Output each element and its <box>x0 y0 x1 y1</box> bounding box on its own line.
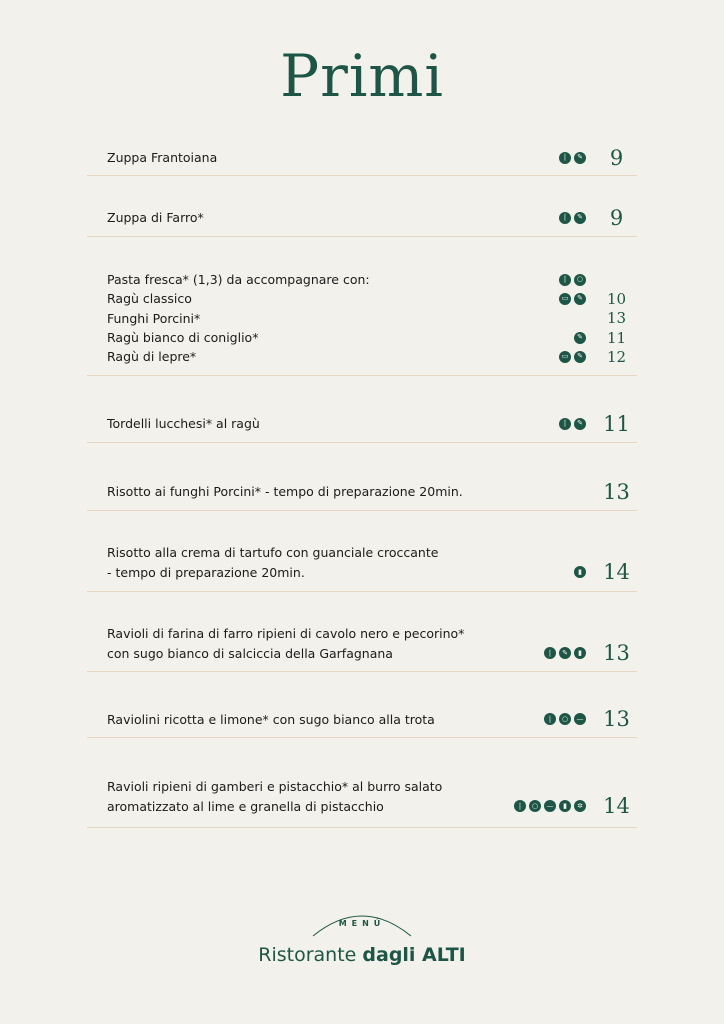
menu-item-name: Pasta fresca* (1,3) da accompagnare con: <box>107 272 370 288</box>
description-line: con sugo bianco di salciccia della Garfagnana <box>107 646 393 661</box>
menu-item-name: Ragù di lepre* <box>107 349 197 365</box>
milk-icon: ▮ <box>574 566 586 578</box>
gluten-icon: ❘ <box>514 800 526 812</box>
description-line: Ravioli ripieni di gamberi e pistacchio* al burro salato <box>107 779 443 794</box>
celery-icon: ✎ <box>574 212 586 224</box>
menu-item-body <box>87 543 637 583</box>
menu-item-meta <box>506 642 637 664</box>
celery-icon: ✎ <box>574 152 586 164</box>
restaurant-logo <box>0 944 724 966</box>
gluten-icon: ❘ <box>544 713 556 725</box>
menu-item-price: 14 <box>603 794 630 818</box>
menu-item-body <box>87 624 637 664</box>
fish-icon: — <box>544 800 556 812</box>
allergen-icons <box>506 566 586 578</box>
celery-icon: ✎ <box>574 332 586 344</box>
crustacean-icon: ✲ <box>574 800 586 812</box>
menu-item-price: 12 <box>606 347 627 366</box>
gluten-icon: ❘ <box>544 647 556 659</box>
fish-icon: — <box>574 713 586 725</box>
menu-item-name: Risotto ai funghi Porcini* - tempo di preparazione 20min. <box>107 484 463 499</box>
allergen-icons <box>506 274 586 286</box>
description-line: Ravioli di farina di farro ripieni di cavolo nero e pecorino* <box>107 626 465 641</box>
gluten-icon: ❘ <box>559 152 571 164</box>
menu-item-price: 9 <box>609 145 624 170</box>
brand-regular: Ristorante <box>258 944 357 966</box>
celery-icon: ✎ <box>574 293 586 305</box>
allergen-icons <box>506 647 586 659</box>
egg-icon: ○ <box>559 713 571 725</box>
menu-item-description <box>87 777 506 817</box>
menu-item <box>87 205 637 237</box>
description-line: aromatizzato al lime e granella di pistacchio <box>107 799 384 814</box>
menu-item-price: 13 <box>603 707 630 731</box>
menu-item-line <box>87 309 637 328</box>
menu-item <box>87 411 637 443</box>
menu-item-price: 14 <box>603 560 630 584</box>
menu-item <box>87 479 637 511</box>
menu-item-meta <box>506 795 637 817</box>
celery-icon: ✎ <box>574 418 586 430</box>
allergen-icons <box>506 212 586 224</box>
menu-item-line <box>87 205 637 230</box>
menu-item-name: Zuppa di Farro* <box>107 210 204 225</box>
celery-icon: ✎ <box>574 351 586 363</box>
menu-item-price: 11 <box>603 411 630 436</box>
egg-icon: ○ <box>529 800 541 812</box>
menu-item-price: 11 <box>606 328 627 347</box>
menu-item-name: Ragù bianco di coniglio* <box>107 330 259 346</box>
menu-item-name: Zuppa Frantoiana <box>107 150 218 165</box>
sulphite-icon: ▭ <box>559 351 571 363</box>
egg-icon: ○ <box>574 274 586 286</box>
menu-item-meta <box>506 561 637 583</box>
page-title: Primi <box>280 42 444 110</box>
menu-item-line <box>87 289 637 308</box>
menu-item-price: 9 <box>609 205 624 230</box>
menu-item <box>87 146 637 176</box>
menu-item-line <box>87 411 637 436</box>
menu-item-body <box>87 777 637 817</box>
sulphite-icon: ▭ <box>559 293 571 305</box>
brand-bold: dagli ALTI <box>362 944 466 966</box>
menu-item-name: Raviolini ricotta e limone* con sugo bianco alla trota <box>107 711 435 727</box>
allergen-icons <box>506 293 586 305</box>
menu-item-price: 13 <box>603 479 630 504</box>
menu-item-description <box>87 543 506 583</box>
menu-item-name: Ragù classico <box>107 291 192 307</box>
gluten-icon: ❘ <box>559 212 571 224</box>
allergen-icons <box>506 351 586 363</box>
gluten-icon: ❘ <box>559 274 571 286</box>
allergen-icons <box>506 713 586 725</box>
allergen-icons <box>506 332 586 344</box>
description-line: - tempo di preparazione 20min. <box>107 565 305 580</box>
menu-item-line <box>87 328 637 347</box>
menu-item-name: Funghi Porcini* <box>107 310 201 326</box>
menu-item-price: 13 <box>606 309 627 328</box>
allergen-icons <box>506 800 586 812</box>
menu-item-line <box>87 146 637 169</box>
allergen-icons <box>506 152 586 164</box>
menu-item-line <box>87 707 637 731</box>
celery-icon: ✎ <box>559 647 571 659</box>
menu-item-price: 10 <box>606 289 627 308</box>
menu-item-line <box>87 347 637 366</box>
milk-icon: ▮ <box>559 800 571 812</box>
menu-item-line <box>87 270 637 289</box>
menu-item <box>87 707 637 738</box>
menu-item-name: Tordelli lucchesi* al ragù <box>107 416 260 431</box>
menu-item-line <box>87 479 637 504</box>
allergen-icons <box>506 418 586 430</box>
description-line: Risotto alla crema di tartufo con guanciale croccante <box>107 545 439 560</box>
menu-item-price: 13 <box>603 641 630 665</box>
menu-item <box>87 624 637 672</box>
gluten-icon: ❘ <box>559 418 571 430</box>
menu-item <box>87 270 637 376</box>
milk-icon: ▮ <box>574 647 586 659</box>
menu-item <box>87 543 637 592</box>
menu-item-description <box>87 624 506 664</box>
menu-item <box>87 777 637 828</box>
menu-word: MENÚ <box>338 919 386 928</box>
